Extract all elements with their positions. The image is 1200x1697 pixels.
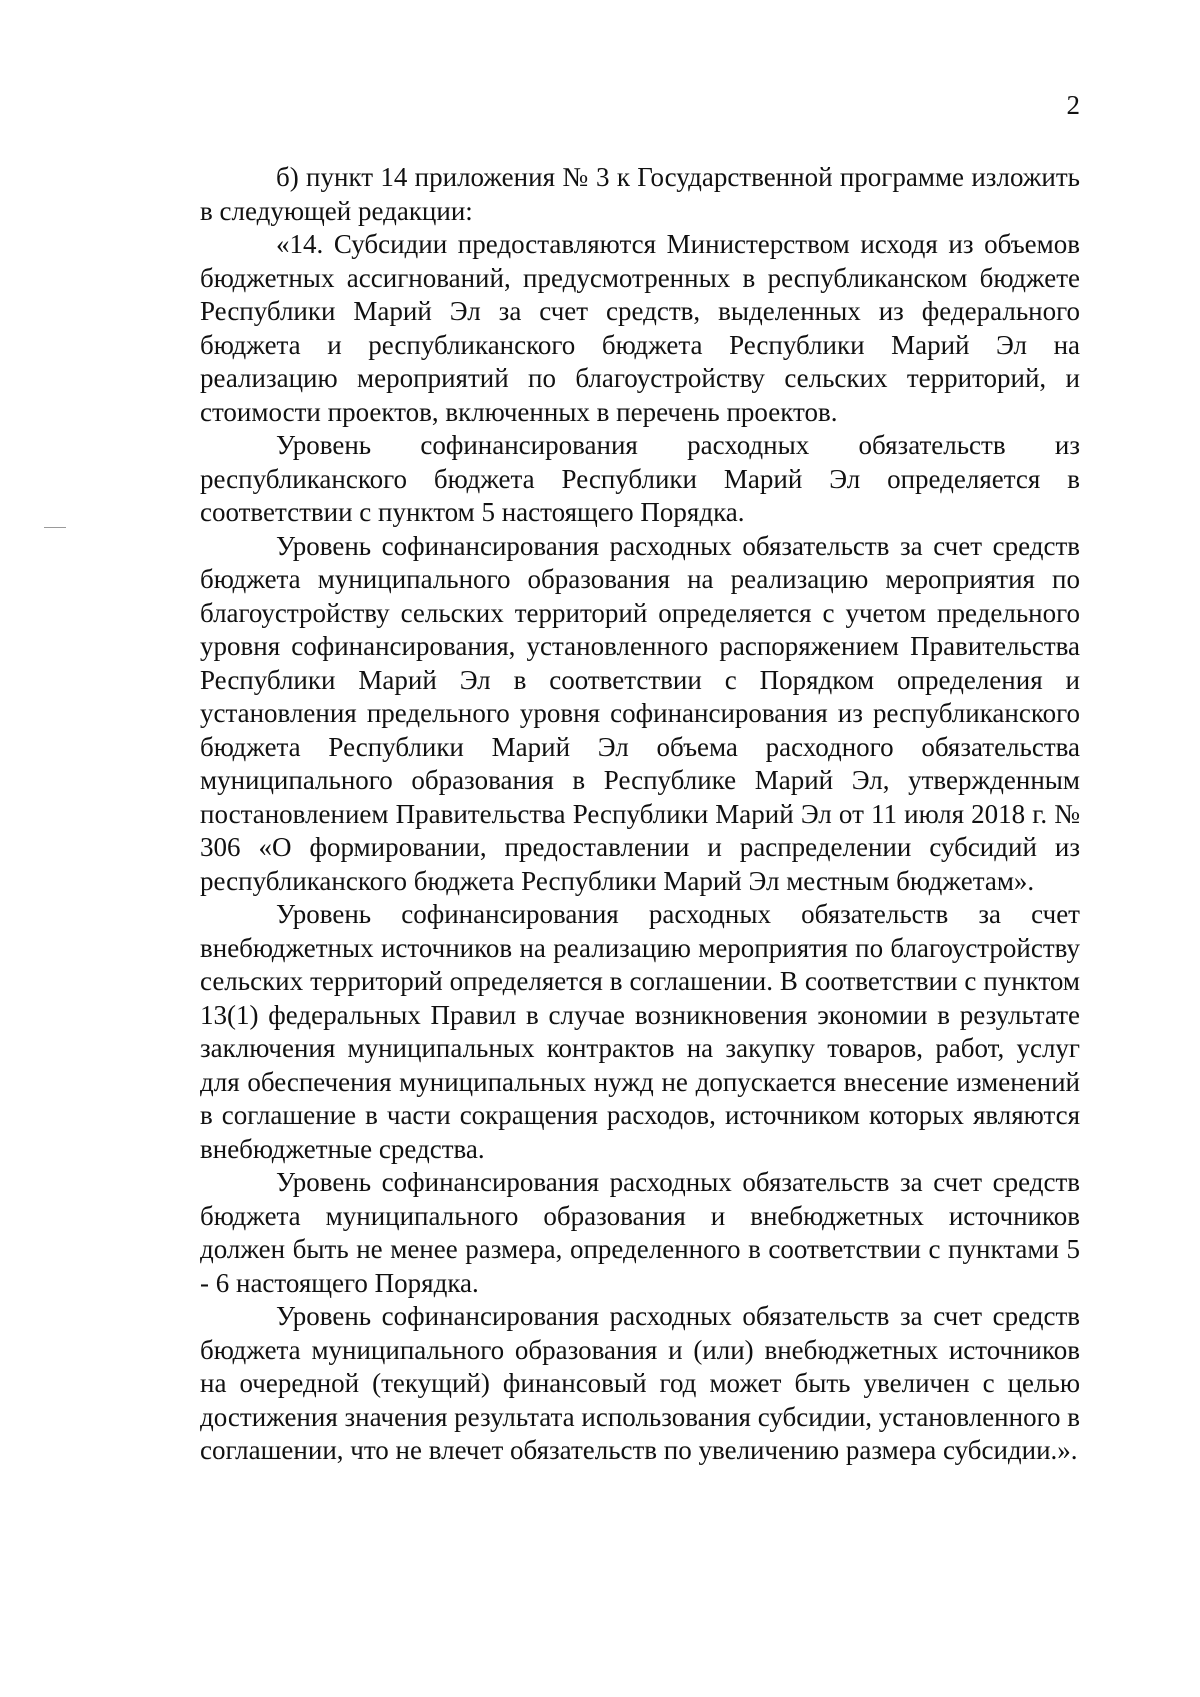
paragraph-cofinancing-extrabudgetary: Уровень софинансирования расходных обязательств за счет внебюджетных источников на реализацию мероприятия по благоустройству сельских территорий определяется в соглашении. В соответствии с пунктом 13(1) федеральных Правил в случае возникновения экономии в результате заключения муниципальных контрактов на закупку товаров, работ, услуг для обеспечения муниципальных нужд не допускается внесение изменений в соглашение в части сокращения расходов, источником которых являются внебюджетные средства. [200,899,1080,1164]
page-number: 2 [1066,90,1080,120]
scan-margin-mark [44,527,66,528]
paragraph-cofinancing-republican: Уровень софинансирования расходных обязательств из республиканского бюджета Республики Марий Эл определяется в соответствии с пунктом 5 настоящего Порядка. [200,430,1080,527]
paragraph-clause-14: «14. Субсидии предоставляются Министерством исходя из объемов бюджетных ассигнований, предусмотренных в республиканском бюджете Республики Марий Эл за счет средств, выделенных из федерального бюджета и республиканского бюджета Республики Марий Эл на реализацию мероприятий по благоустройству сельских территорий, и стоимости проектов, включенных в перечень проектов. [200,229,1080,427]
document-body [200,161,1080,1468]
paragraph-cofinancing-minimum: Уровень софинансирования расходных обязательств за счет средств бюджета муниципального образования и внебюджетных источников должен быть не менее размера, определенного в соответствии с пунктами 5 - 6 настоящего Порядка. [200,1167,1080,1298]
paragraph-cofinancing-increase: Уровень софинансирования расходных обязательств за счет средств бюджета муниципального образования и (или) внебюджетных источников на очередной (текущий) финансовый год может быть увеличен с целью достижения значения результата использования субсидии, установленного в соглашении, что не влечет обязательств по увеличению размера субсидии.». [200,1301,1080,1465]
paragraph-item-b: б) пункт 14 приложения № 3 к Государственной программе изложить в следующей редакции: [200,162,1080,226]
paragraph-cofinancing-municipal: Уровень софинансирования расходных обязательств за счет средств бюджета муниципального образования на реализацию мероприятия по благоустройству сельских территорий определяется с учетом предельного уровня софинансирования, установленного распоряжением Правительства Республики Марий Эл в соответствии с Порядком определения и установления предельного уровня софинансирования из республиканского бюджета Республики Марий Эл объема расходного обязательства муниципального образования в Республике Марий Эл, утвержденным постановлением Правительства Республики Марий Эл от 11 июля 2018 г. № 306 «О формировании, предоставлении и распределении субсидий из республиканского бюджета Республики Марий Эл местным бюджетам». [200,530,1080,896]
